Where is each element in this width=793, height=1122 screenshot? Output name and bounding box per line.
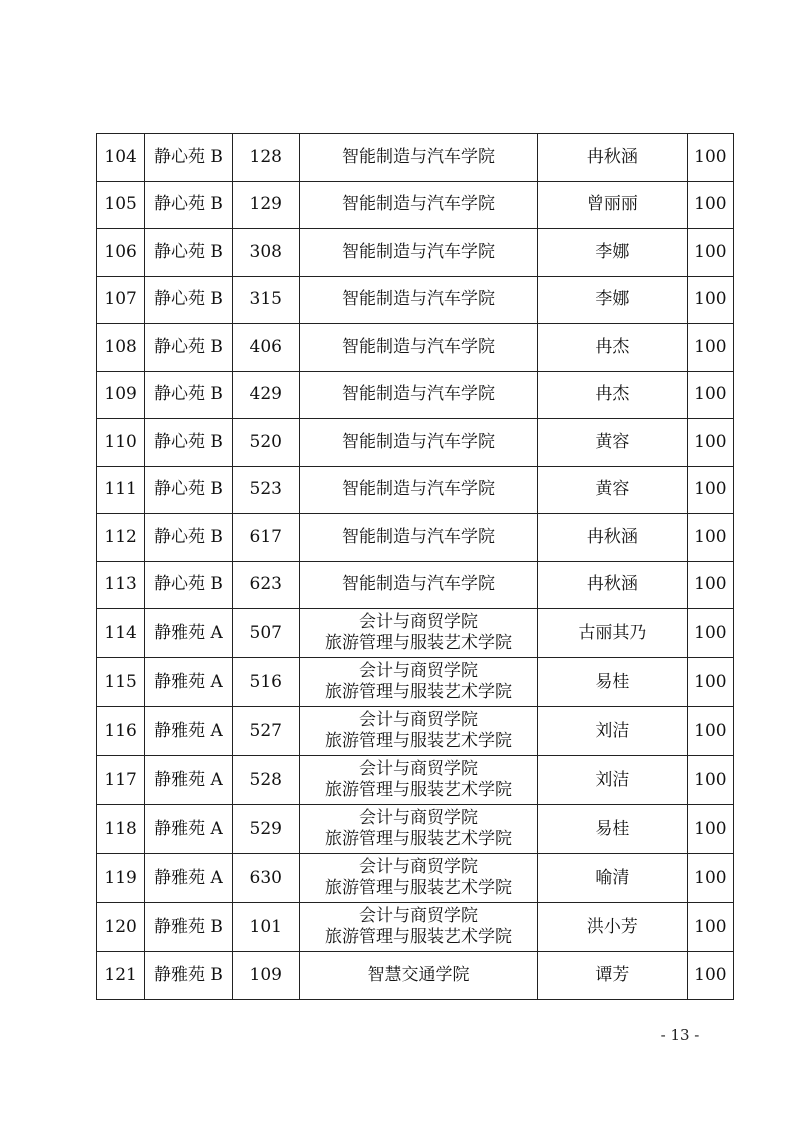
college-cell: [299, 514, 537, 562]
building-cell: 静雅苑 A: [145, 609, 232, 658]
building-cell: 静心苑 B: [145, 134, 232, 182]
responsible-person-cell: 曾丽丽: [538, 181, 688, 229]
row-number-cell: 110: [97, 419, 145, 467]
table-row: [97, 756, 734, 805]
responsible-person-cell: 冉秋涵: [538, 561, 688, 609]
responsible-person-cell: 李娜: [538, 229, 688, 277]
college-cell: [299, 707, 537, 756]
row-number-cell: 109: [97, 371, 145, 419]
building-cell: 静心苑 B: [145, 514, 232, 562]
college-name-line: 会计与商贸学院: [358, 906, 478, 926]
room-cell: 623: [232, 561, 299, 609]
college-name-line: 会计与商贸学院: [358, 710, 478, 730]
college-cell: [299, 134, 537, 182]
table-row: [97, 181, 734, 229]
responsible-person-cell: 洪小芳: [538, 903, 688, 952]
building-cell: 静雅苑 A: [145, 707, 232, 756]
row-number-cell: 104: [97, 134, 145, 182]
score-cell: 100: [687, 466, 733, 514]
responsible-person-cell: 冉秋涵: [538, 514, 688, 562]
college-cell: [299, 609, 537, 658]
college-name-line: 会计与商贸学院: [358, 808, 478, 828]
college-name-line: 智能制造与汽车学院: [341, 526, 495, 547]
table-row: [97, 514, 734, 562]
responsible-person-cell: 黄容: [538, 419, 688, 467]
responsible-person-cell: 喻清: [538, 854, 688, 903]
row-number-cell: 107: [97, 276, 145, 324]
college-name-line: 智能制造与汽车学院: [341, 479, 495, 500]
college-name-line: 智能制造与汽车学院: [341, 241, 495, 262]
building-cell: 静雅苑 A: [145, 658, 232, 707]
table-row: [97, 419, 734, 467]
responsible-person-cell: 冉杰: [538, 324, 688, 372]
college-cell: [299, 181, 537, 229]
college-cell: [299, 276, 537, 324]
score-cell: 100: [687, 514, 733, 562]
college-name-line: 会计与商贸学院: [358, 857, 478, 877]
college-name-line: 旅游管理与服装艺术学院: [324, 829, 512, 849]
table-row: [97, 229, 734, 277]
college-cell: [299, 658, 537, 707]
row-number-cell: 112: [97, 514, 145, 562]
responsible-person-cell: 冉秋涵: [538, 134, 688, 182]
college-name-line: 智能制造与汽车学院: [341, 574, 495, 595]
row-number-cell: 121: [97, 952, 145, 1000]
college-name-line: 智能制造与汽车学院: [341, 194, 495, 215]
college-cell: [299, 805, 537, 854]
college-name-line: 智能制造与汽车学院: [341, 146, 495, 167]
row-number-cell: 113: [97, 561, 145, 609]
building-cell: 静心苑 B: [145, 324, 232, 372]
room-cell: 528: [232, 756, 299, 805]
college-cell: [299, 229, 537, 277]
row-number-cell: 105: [97, 181, 145, 229]
room-cell: 129: [232, 181, 299, 229]
score-cell: 100: [687, 229, 733, 277]
college-name-line: 会计与商贸学院: [358, 661, 478, 681]
table-row: [97, 609, 734, 658]
row-number-cell: 106: [97, 229, 145, 277]
college-cell: [299, 756, 537, 805]
responsible-person-cell: 刘洁: [538, 756, 688, 805]
college-name-line: 会计与商贸学院: [358, 759, 478, 779]
college-name-line: 智能制造与汽车学院: [341, 289, 495, 310]
score-cell: 100: [687, 419, 733, 467]
college-name-line: 旅游管理与服装艺术学院: [324, 633, 512, 653]
table-row: [97, 371, 734, 419]
row-number-cell: 118: [97, 805, 145, 854]
college-cell: [299, 371, 537, 419]
college-cell: [299, 561, 537, 609]
room-cell: 429: [232, 371, 299, 419]
building-cell: 静心苑 B: [145, 229, 232, 277]
table-row: [97, 658, 734, 707]
responsible-person-cell: 古丽其乃: [538, 609, 688, 658]
score-cell: 100: [687, 561, 733, 609]
table-row: [97, 854, 734, 903]
college-name-line: 旅游管理与服装艺术学院: [324, 731, 512, 751]
responsible-person-cell: 黄容: [538, 466, 688, 514]
building-cell: 静雅苑 A: [145, 805, 232, 854]
responsible-person-cell: 易桂: [538, 805, 688, 854]
row-number-cell: 111: [97, 466, 145, 514]
room-cell: 128: [232, 134, 299, 182]
building-cell: 静心苑 B: [145, 466, 232, 514]
row-number-cell: 119: [97, 854, 145, 903]
table-row: [97, 134, 734, 182]
score-cell: 100: [687, 324, 733, 372]
responsible-person-cell: 刘洁: [538, 707, 688, 756]
responsible-person-cell: 冉杰: [538, 371, 688, 419]
college-name-line: 会计与商贸学院: [358, 612, 478, 632]
responsible-person-cell: 李娜: [538, 276, 688, 324]
college-cell: [299, 324, 537, 372]
score-cell: 100: [687, 854, 733, 903]
college-cell: [299, 952, 537, 1000]
page-number: - 13 -: [660, 1026, 700, 1044]
score-cell: 100: [687, 181, 733, 229]
college-name-line: 旅游管理与服装艺术学院: [324, 682, 512, 702]
score-cell: 100: [687, 371, 733, 419]
score-cell: 100: [687, 952, 733, 1000]
room-cell: 516: [232, 658, 299, 707]
table-row: [97, 324, 734, 372]
row-number-cell: 114: [97, 609, 145, 658]
building-cell: 静雅苑 A: [145, 854, 232, 903]
table-row: [97, 561, 734, 609]
score-cell: 100: [687, 609, 733, 658]
room-cell: 529: [232, 805, 299, 854]
score-cell: 100: [687, 707, 733, 756]
row-number-cell: 120: [97, 903, 145, 952]
row-number-cell: 116: [97, 707, 145, 756]
row-number-cell: 115: [97, 658, 145, 707]
responsible-person-cell: 谭芳: [538, 952, 688, 1000]
score-cell: 100: [687, 903, 733, 952]
building-cell: 静心苑 B: [145, 419, 232, 467]
table-row: [97, 903, 734, 952]
college-cell: [299, 903, 537, 952]
college-cell: [299, 854, 537, 903]
building-cell: 静雅苑 B: [145, 903, 232, 952]
college-name-line: 旅游管理与服装艺术学院: [324, 927, 512, 947]
room-cell: 109: [232, 952, 299, 1000]
table-row: [97, 466, 734, 514]
score-cell: 100: [687, 805, 733, 854]
score-cell: 100: [687, 134, 733, 182]
table-row: [97, 276, 734, 324]
college-name-line: 智能制造与汽车学院: [341, 431, 495, 452]
score-cell: 100: [687, 658, 733, 707]
room-cell: 507: [232, 609, 299, 658]
room-cell: 523: [232, 466, 299, 514]
room-cell: 406: [232, 324, 299, 372]
college-name-line: 智慧交通学院: [367, 964, 470, 985]
table-body: [97, 134, 734, 1000]
college-name-line: 智能制造与汽车学院: [341, 336, 495, 357]
table-row: [97, 952, 734, 1000]
row-number-cell: 108: [97, 324, 145, 372]
building-cell: 静雅苑 A: [145, 756, 232, 805]
table-row: [97, 805, 734, 854]
responsible-person-cell: 易桂: [538, 658, 688, 707]
college-name-line: 智能制造与汽车学院: [341, 384, 495, 405]
building-cell: 静心苑 B: [145, 181, 232, 229]
score-cell: 100: [687, 756, 733, 805]
room-cell: 617: [232, 514, 299, 562]
room-cell: 308: [232, 229, 299, 277]
table-row: [97, 707, 734, 756]
row-number-cell: 117: [97, 756, 145, 805]
room-cell: 630: [232, 854, 299, 903]
building-cell: 静雅苑 B: [145, 952, 232, 1000]
room-cell: 520: [232, 419, 299, 467]
building-cell: 静心苑 B: [145, 371, 232, 419]
college-cell: [299, 419, 537, 467]
building-cell: 静心苑 B: [145, 561, 232, 609]
college-cell: [299, 466, 537, 514]
college-name-line: 旅游管理与服装艺术学院: [324, 878, 512, 898]
dormitory-score-table: [96, 133, 734, 1000]
room-cell: 527: [232, 707, 299, 756]
college-name-line: 旅游管理与服装艺术学院: [324, 780, 512, 800]
building-cell: 静心苑 B: [145, 276, 232, 324]
room-cell: 315: [232, 276, 299, 324]
score-cell: 100: [687, 276, 733, 324]
room-cell: 101: [232, 903, 299, 952]
